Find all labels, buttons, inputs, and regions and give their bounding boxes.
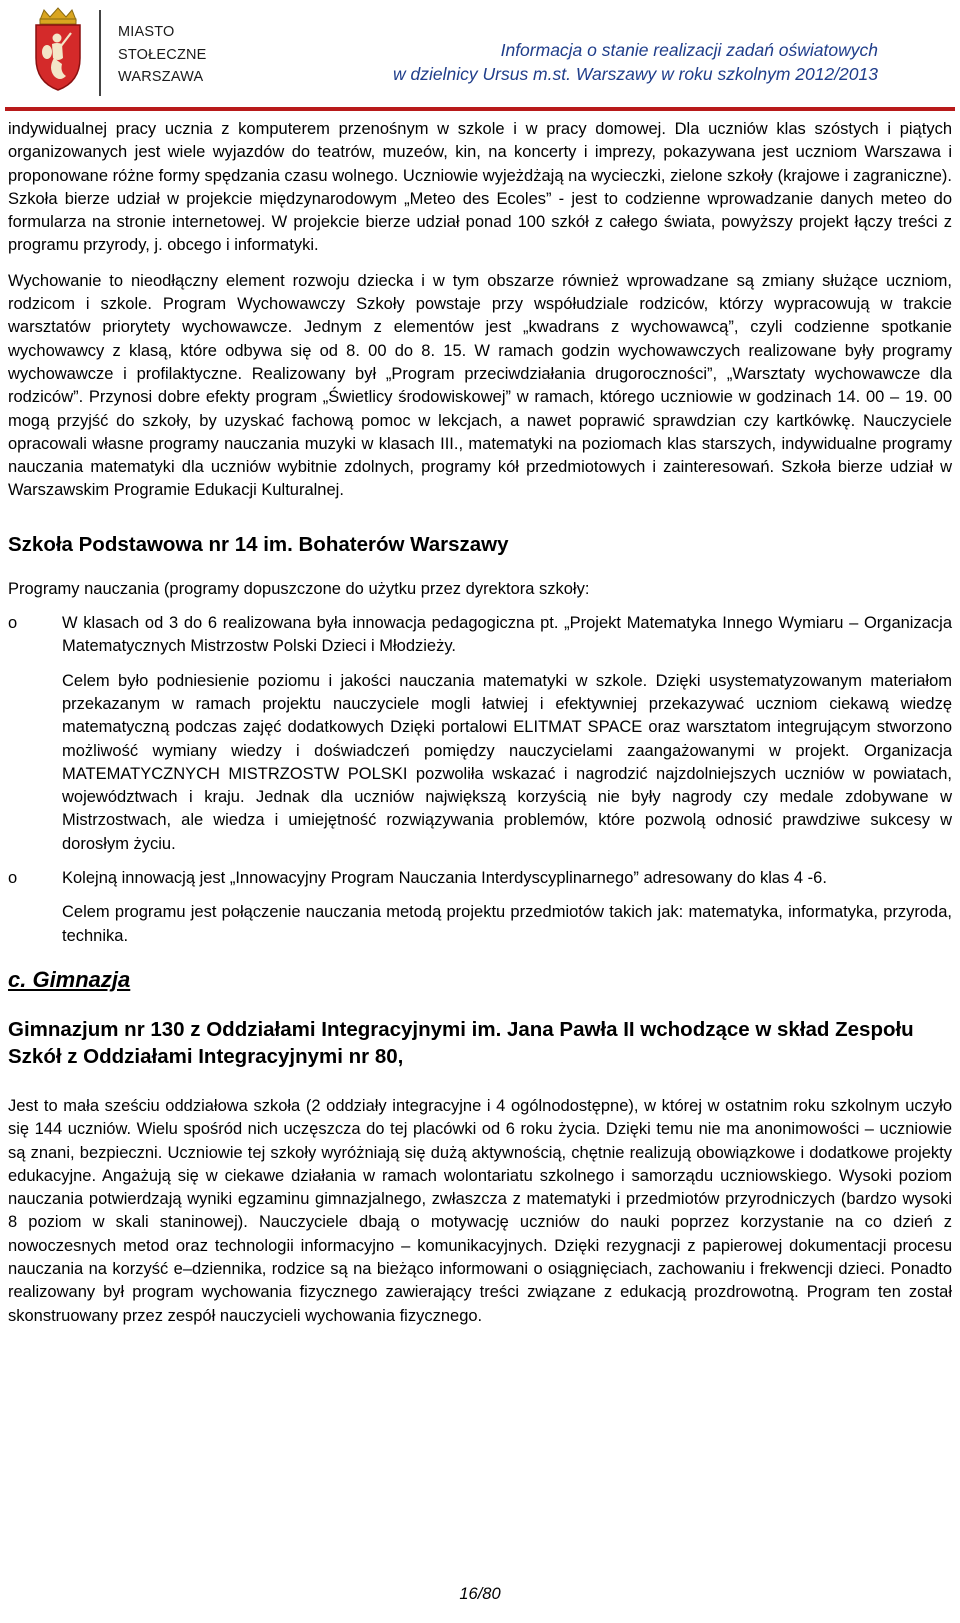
logo-divider [99,10,101,96]
list-item-text: W klasach od 3 do 6 realizowana była innowacja pedagogiczna pt. „Projekt Matematyka Innego Wymiaru – Organizacja Matematycznych Mistrzostw Polski Dzieci i Młodzieży. [62,614,952,656]
body-paragraph: indywidualnej pracy ucznia z komputerem przenośnym w szkole i w pracy domowej. Dla uczniów klas szóstych i piątych organizowanych jest wiele wyjazdów do teatrów, muzeów, kin, na koncerty i imprezy, pokazywana jest uczniom Warszawa i proponowane różne formy spędzania czasu wolnego. Uczniowie wyjeżdżają na wycieczki, zielone szkoły (krajowe i zagraniczne). Szkoła bierze udział w projekcie międzynarodowym „Meteo des Ecoles” - jest to codzienne wprowadzanie danych meteo do formularza na stronie internetowej. W projekcie bierze udział ponad 100 szkół z całego świata, powyższy projekt łączy treści z programu przyrody, j. obcego i informatyki. [8,120,952,255]
subsection-heading: c. Gimnazja [8,966,131,992]
section-heading: Szkoła Podstawowa nr 14 im. Bohaterów Warszawy [8,532,509,556]
page-content [8,118,952,1328]
document-title-line: Informacja o stanie realizacji zadań oświatowych [500,40,878,60]
list-item-detail-text: Celem było podniesienie poziomu i jakości nauczania matematyki w szkole. Dzięki usystematyzowanym materiałom przekazanym w ramach projektu nauczyciele mogli łatwiej i efektywniej przekazywać uczniom ciekawą wiedzę matematyczną podczas zajęć dodatkowych Dzięki portalowi ELITMAT SPACE oraz warsztatom integrującym stworzono możliwość wymiany wiedzy i doświadczeń pomiędzy nauczycielami zaangażowanymi w projekt. Organizacja MATEMATYCZNYCH MISTRZOSTW POLSKI pozwoliła wskazać i nagrodzić najzdolniejszych uczniów w powiatach, województwach i kraju. Jednak dla uczniów największą korzyścią nie były nagrody czy medale zdobywane w Mistrzostwach, ale wiedza i umiejętność rozwiązywania problemów, które pozwolą odnosić prawdziwe sukcesy w dorosłym życiu. [62,671,952,853]
list-item-detail [8,670,952,856]
page-number: 16/80 [459,1585,501,1603]
warsaw-mermaid-crest-icon [30,6,86,92]
body-paragraph: Jest to mała sześciu oddziałowa szkoła (2 oddziały integracyjne i 4 ogólnodostępne), w której w ostatnim roku szkolnym uczyło się 144 uczniów. Wielu spośród nich uczęszcza do tej placówki od 6 roku życia. Dzięki temu nie ma anonimowości – uczniowie są znani, bezpieczni. Uczniowie tej szkoły wyróżniają się dużą aktywnością, chętnie realizują obowiązkowe i dodatkowe projekty edukacyjne. Angażują się w ciekawe działania w ramach wolontariatu szkolnego i samorządu uczniowskiego. Wysoki poziom nauczania potwierdzają wyniki egzaminu gimnazjalnego, zwłaszcza z matematyki i przedmiotów przyrodniczych (bardzo wysoki 8 poziom w skali staninowej). Nauczyciele dbają o motywację uczniów do nauki poprzez korzystanie na co dzień z nowoczesnych metod oraz technologii informacyjno – komunikacyjnych. Dzięki rezygnacji z papierowej dokumentacji procesu nauczania na korzyść e–dziennika, rodzice są na bieżąco informowani o osiągnięciach, zachowaniu i frekwencji dzieci. Ponadto realizowany był program wychowania fizycznego zawierający treści związane z edukacją prozdrowotną. Program ten został skonstruowany przez zespół nauczycieli wychowania fizycznego. [8,1096,952,1325]
list-item [8,867,952,890]
page-header [0,0,960,118]
logo-text-line: MIASTO [118,24,175,40]
header-rule [5,107,955,111]
list-bullet: o [8,869,18,888]
document-title-line: w dzielnicy Ursus m.st. Warszawy w roku szkolnym 2012/2013 [393,64,878,84]
list-item-text: Kolejną innowacją jest „Innowacyjny Program Nauczania Interdyscyplinarnego” adresowany do klas 4 -6. [62,869,827,888]
list-item-detail-text: Celem programu jest połączenie nauczania metodą projektu przedmiotów takich jak: matematyka, informatyka, przyroda, technika. [62,903,952,945]
school-heading: Gimnazjum nr 130 z Oddziałami Integracyjnymi im. Jana Pawła II wchodzące w skład Zespołu Szkół z Oddziałami Integracyjnymi nr 80, [8,1017,914,1069]
list-item [8,612,952,659]
list-item-detail [8,901,952,948]
logo-text-line: STOŁECZNE [118,47,207,63]
programs-intro: Programy nauczania (programy dopuszczone do użytku przez dyrektora szkoły: [8,579,590,598]
body-paragraph: Wychowanie to nieodłączny element rozwoju dziecka i w tym obszarze również wprowadzane są zmiany służące uczniom, rodzicom i szkole. Program Wychowawczy Szkoły powstaje przy współudziale rodziców, którzy wypracowują w trakcie warsztatów priorytety wychowawcze. Jednym z elementów jest „kwadrans z wychowawcą”, czyli codzienne spotkanie wychowawcy z klasą, które odbywa się od 8. 00 do 8. 15. W ramach godzin wychowawczych realizowane były programy wychowawcze i profilaktyczne. Realizowany był „Program przeciwdziałania drugoroczności”, „Warsztaty wychowawcze dla rodziców”. Przynosi dobre efekty program „Świetlicy środowiskowej” w ramach, którego uczniowie w godzinach 14. 00 – 19. 00 mogą przyjść do szkoły, by uzyskać fachową pomoc w lekcjach, a nawet poprawić sprawdzian czy kartkówkę. Nauczyciele opracowali własne programy nauczania muzyki w klasach III., matematyki na poziomach klas starszych, indywidualne programy nauczania matematyki dla uczniów wybitnie zdolnych, programy kół przedmiotowych i zainteresowań. Szkoła bierze udział w Warszawskim Programie Edukacji Kulturalnej. [8,271,952,500]
list-bullet: o [8,614,18,633]
logo-text-line: WARSZAWA [118,69,204,85]
